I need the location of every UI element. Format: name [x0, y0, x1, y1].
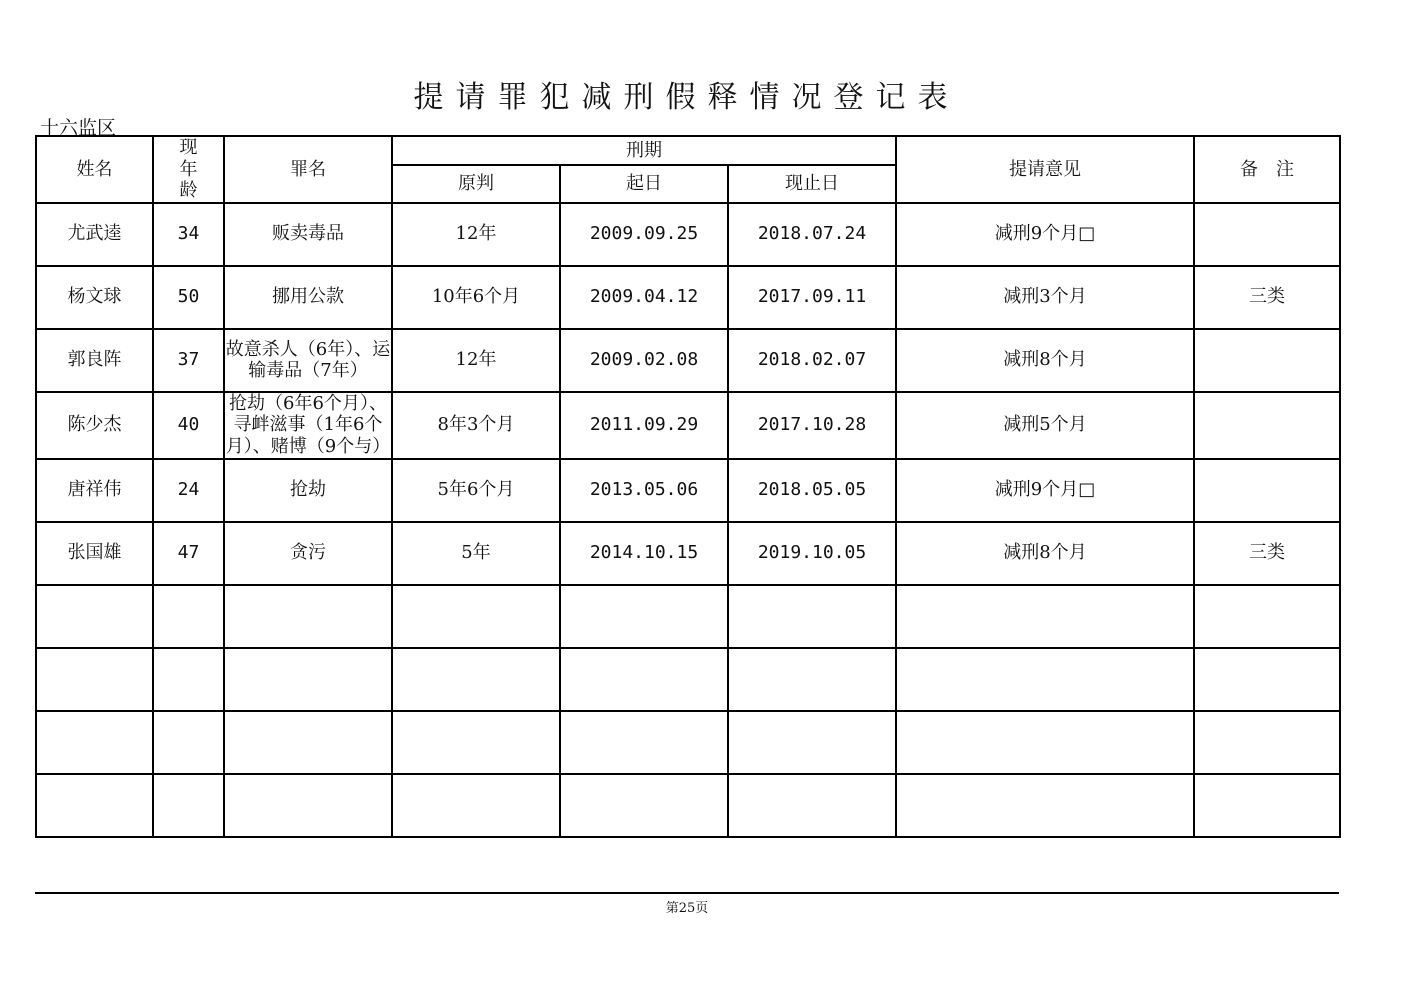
cell-age: 24: [153, 459, 224, 522]
empty-row: [36, 711, 1340, 774]
header-age-text: 现年龄: [179, 137, 198, 202]
cell-opinion: 减刑9个月□: [896, 203, 1194, 266]
cell-start: 2009.04.12: [560, 266, 728, 329]
empty-cell: [1194, 648, 1340, 711]
cell-crime: 故意杀人（6年）、运输毒品（7年）: [224, 329, 392, 392]
cell-start: 2009.09.25: [560, 203, 728, 266]
cell-name: 尤武逵: [36, 203, 153, 266]
page-title: 提请罪犯减刑假释情况登记表: [413, 80, 960, 115]
cell-opinion: 减刑5个月: [896, 392, 1194, 459]
cell-crime: 抢劫: [224, 459, 392, 522]
cell-remark: [1194, 329, 1340, 392]
header-term: 刑期: [392, 136, 896, 165]
empty-cell: [728, 648, 896, 711]
empty-cell: [896, 648, 1194, 711]
cell-age: 37: [153, 329, 224, 392]
footer-divider: [35, 892, 1339, 894]
table-row: [36, 266, 1340, 329]
cell-name: 杨文球: [36, 266, 153, 329]
empty-row: [36, 648, 1340, 711]
table-row: [36, 522, 1340, 585]
empty-cell: [224, 585, 392, 648]
cell-end: 2017.10.28: [728, 392, 896, 459]
empty-cell: [392, 648, 560, 711]
table-row: [36, 203, 1340, 266]
empty-cell: [392, 774, 560, 837]
header-remark: 备 注: [1194, 136, 1340, 203]
cell-original: 5年6个月: [392, 459, 560, 522]
cell-end: 2018.07.24: [728, 203, 896, 266]
header-start: 起日: [560, 165, 728, 203]
cell-name: 陈少杰: [36, 392, 153, 459]
empty-cell: [728, 774, 896, 837]
empty-row: [36, 585, 1340, 648]
page-number: 第25页: [665, 901, 709, 916]
table-row: [36, 329, 1340, 392]
empty-cell: [728, 585, 896, 648]
cell-crime: 贩卖毒品: [224, 203, 392, 266]
cell-end: 2018.05.05: [728, 459, 896, 522]
empty-cell: [392, 585, 560, 648]
cell-remark: [1194, 203, 1340, 266]
empty-cell: [1194, 711, 1340, 774]
empty-cell: [560, 648, 728, 711]
empty-cell: [728, 711, 896, 774]
empty-cell: [560, 711, 728, 774]
empty-cell: [153, 585, 224, 648]
empty-cell: [560, 774, 728, 837]
prison-unit-label: 十六监区: [40, 117, 117, 139]
empty-row: [36, 774, 1340, 837]
empty-cell: [36, 711, 153, 774]
cell-name: 张国雄: [36, 522, 153, 585]
empty-cell: [153, 648, 224, 711]
cell-opinion: 减刑8个月: [896, 522, 1194, 585]
cell-original: 12年: [392, 329, 560, 392]
empty-cell: [36, 648, 153, 711]
cell-name: 唐祥伟: [36, 459, 153, 522]
table-row: [36, 392, 1340, 459]
empty-cell: [896, 774, 1194, 837]
empty-cell: [896, 711, 1194, 774]
empty-cell: [36, 774, 153, 837]
empty-cell: [153, 711, 224, 774]
cell-start: 2013.05.06: [560, 459, 728, 522]
empty-cell: [896, 585, 1194, 648]
header-crime: 罪名: [224, 136, 392, 203]
empty-cell: [224, 711, 392, 774]
cell-opinion: 减刑9个月□: [896, 459, 1194, 522]
cell-age: 34: [153, 203, 224, 266]
header-name: 姓名: [36, 136, 153, 203]
cell-name: 郭良阵: [36, 329, 153, 392]
cell-original: 10年6个月: [392, 266, 560, 329]
table-row: [36, 459, 1340, 522]
empty-cell: [392, 711, 560, 774]
cell-opinion: 减刑3个月: [896, 266, 1194, 329]
empty-cell: [224, 774, 392, 837]
cell-age: 50: [153, 266, 224, 329]
cell-crime: 挪用公款: [224, 266, 392, 329]
header-opinion: 提请意见: [896, 136, 1194, 203]
empty-cell: [560, 585, 728, 648]
cell-remark: [1194, 459, 1340, 522]
header-original: 原判: [392, 165, 560, 203]
cell-remark: [1194, 392, 1340, 459]
cell-start: 2009.02.08: [560, 329, 728, 392]
cell-remark: 三类: [1194, 266, 1340, 329]
cell-start: 2014.10.15: [560, 522, 728, 585]
empty-cell: [36, 585, 153, 648]
cell-age: 47: [153, 522, 224, 585]
cell-remark: 三类: [1194, 522, 1340, 585]
cell-end: 2018.02.07: [728, 329, 896, 392]
header-age: [153, 136, 224, 203]
cell-original: 5年: [392, 522, 560, 585]
header-end: 现止日: [728, 165, 896, 203]
empty-cell: [1194, 585, 1340, 648]
cell-original: 8年3个月: [392, 392, 560, 459]
cell-crime: 贪污: [224, 522, 392, 585]
cell-end: 2019.10.05: [728, 522, 896, 585]
cell-original: 12年: [392, 203, 560, 266]
empty-cell: [1194, 774, 1340, 837]
cell-opinion: 减刑8个月: [896, 329, 1194, 392]
empty-cell: [224, 648, 392, 711]
cell-start: 2011.09.29: [560, 392, 728, 459]
cell-end: 2017.09.11: [728, 266, 896, 329]
cell-age: 40: [153, 392, 224, 459]
registration-table: [35, 135, 1341, 838]
cell-crime: 抢劫（6年6个月）、寻衅滋事（1年6个月）、赌博（9个与）: [225, 392, 391, 457]
empty-cell: [153, 774, 224, 837]
header-row-1: [36, 136, 1340, 165]
